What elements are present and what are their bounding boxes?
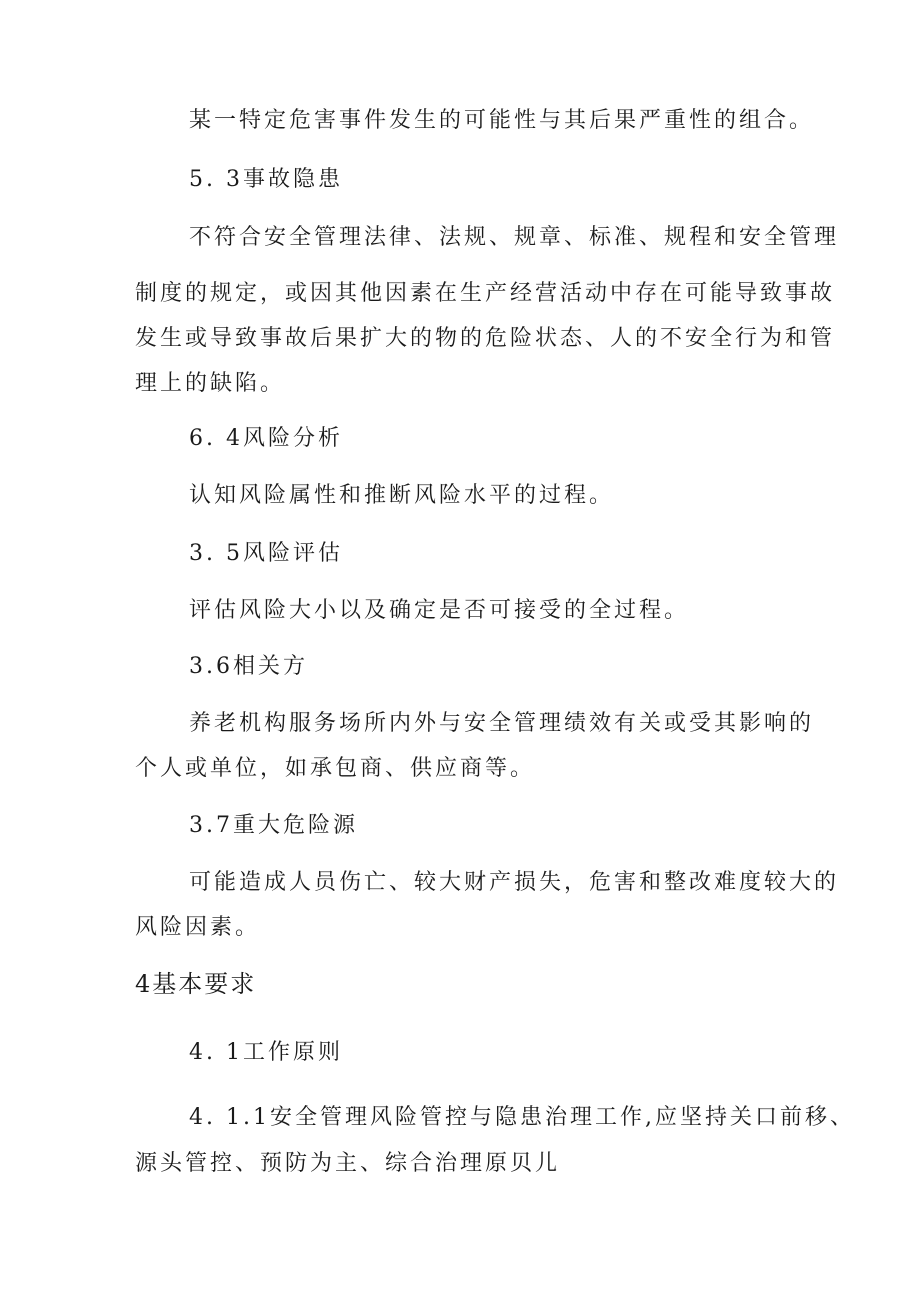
- definition-risk-continuation: 某一特定危害事件发生的可能性与其后果严重性的组合。: [189, 108, 815, 133]
- section-heading-risk-assessment: 3. 5风险评估: [189, 541, 343, 566]
- definition-hidden-danger-line-2: 制度的规定，或因其他因素在生产经营活动中存在可能导致事故: [135, 281, 836, 306]
- definition-risk-analysis: 认知风险属性和推断风险水平的过程。: [189, 483, 615, 508]
- definition-hidden-danger-line-4: 理上的缺陷。: [135, 371, 286, 396]
- clause-4-1-1-line-2: 源头管控、预防为主、综合治理原贝儿: [135, 1151, 561, 1176]
- definition-risk-assessment: 评估风险大小以及确定是否可接受的全过程。: [189, 598, 690, 623]
- definition-related-parties-line-1: 养老机构服务场所内外与安全管理绩效有关或受其影响的: [189, 711, 815, 736]
- definition-major-hazard-line-2: 风险因素。: [135, 915, 261, 940]
- section-heading-related-parties: 3.6相关方: [189, 654, 308, 679]
- chapter-heading-basic-requirements: 4基本要求: [135, 970, 257, 998]
- definition-related-parties-line-2: 个人或单位，如承包商、供应商等。: [135, 756, 536, 781]
- section-heading-risk-analysis: 6. 4风险分析: [189, 426, 343, 451]
- clause-4-1-1-line-1: 4. 1.1安全管理风险管控与隐患治理工作,应坚持关口前移、: [189, 1105, 855, 1130]
- definition-hidden-danger-line-3: 发生或导致事故后果扩大的物的危险状态、人的不安全行为和管: [135, 326, 836, 351]
- section-heading-major-hazard: 3.7重大危险源: [189, 813, 358, 838]
- definition-major-hazard-line-1: 可能造成人员伤亡、较大财产损失，危害和整改难度较大的: [189, 870, 840, 895]
- section-heading-working-principles: 4. 1工作原则: [189, 1040, 343, 1065]
- definition-hidden-danger-line-1: 不符合安全管理法律、法规、规章、标准、规程和安全管理: [189, 225, 840, 250]
- section-heading-hidden-danger: 5. 3事故隐患: [189, 167, 343, 192]
